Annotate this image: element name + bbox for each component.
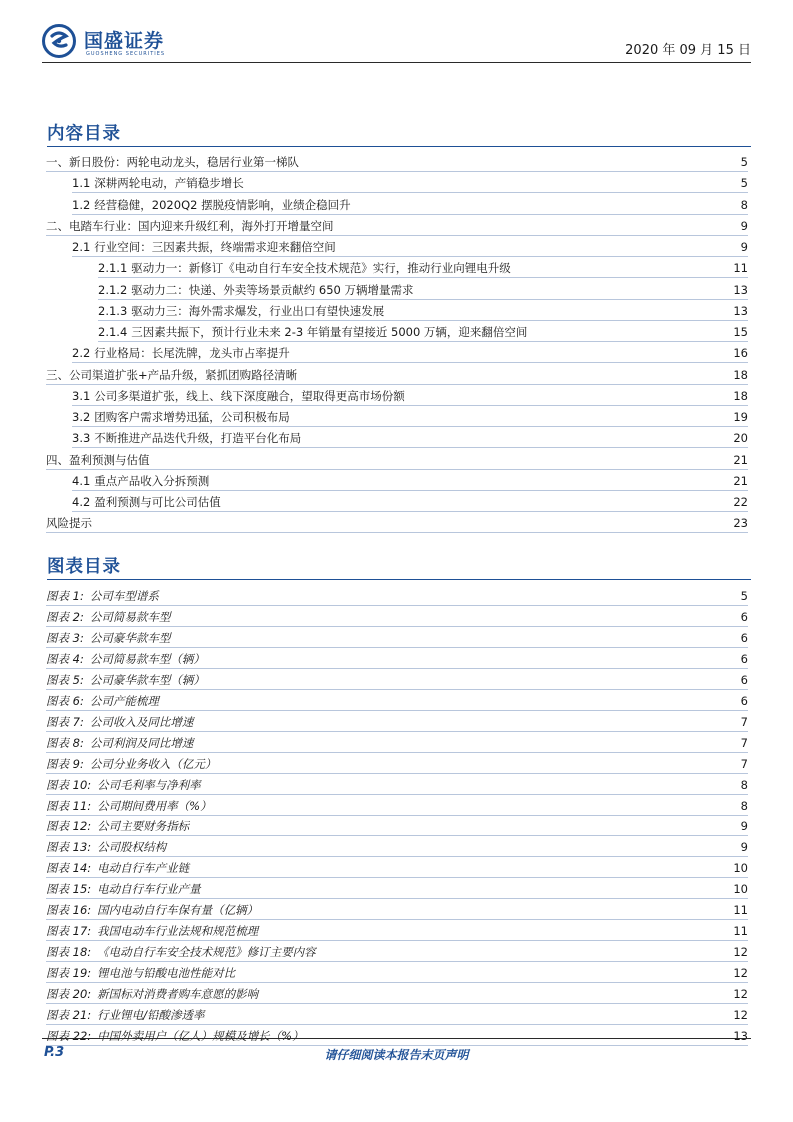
report-date: 2020 年 09 月 15 日: [625, 43, 751, 58]
figure-entry-number: 图表 17:: [46, 924, 92, 939]
figure-entry-page: 10: [733, 861, 748, 876]
figure-entry-number: 图表 14:: [46, 861, 92, 876]
figure-entry[interactable]: [46, 797, 748, 816]
figure-entry-title: 公司豪华款车型: [89, 630, 171, 645]
toc-entry-number: 4.1: [72, 473, 91, 488]
toc-entry-title: 盈利预测与可比公司估值: [94, 495, 221, 509]
figure-entry-title: 公司利润及同比增速: [89, 735, 194, 750]
toc-entry-page: 20: [733, 431, 748, 446]
toc-entry-number: 3.2: [72, 410, 91, 424]
figure-entry-title: 公司毛利率与净利率: [97, 777, 201, 792]
figure-entry-page: 13: [733, 1028, 748, 1043]
figure-entry-page: 12: [733, 1008, 748, 1022]
figure-entry[interactable]: [46, 755, 748, 774]
toc-entry-page: 13: [733, 303, 748, 318]
figure-entry[interactable]: [46, 734, 748, 753]
toc-entry[interactable]: [46, 514, 748, 533]
toc-entry-title: 行业格局：长尾洗牌，龙头市占率提升: [94, 346, 290, 361]
toc-entry[interactable]: [46, 217, 748, 236]
toc-title-divider: [47, 146, 751, 147]
figure-entry-number: 图表 20:: [46, 987, 92, 1002]
footer-disclaimer-note: 请仔细阅读本报告末页声明: [324, 1048, 469, 1062]
page-header: [42, 22, 751, 62]
brand-english-name: GUOSHENG SECURITIES: [86, 51, 166, 57]
figure-entry-number: 图表 16:: [46, 903, 92, 918]
toc-entry[interactable]: [46, 153, 748, 172]
figure-entry[interactable]: [46, 943, 748, 962]
toc-entry[interactable]: [72, 472, 748, 491]
figure-entry-page: 11: [733, 903, 748, 918]
figure-entry[interactable]: [46, 587, 748, 606]
toc-entry-page: 21: [733, 473, 748, 488]
figure-entry-page: 6: [740, 672, 748, 687]
figure-entry-title: 行业锂电/铅酸渗透率: [97, 1008, 205, 1022]
figure-entry-page: 6: [740, 609, 748, 624]
figure-entry-number: 图表 15:: [46, 882, 92, 897]
footer-page-number: P.3: [44, 1045, 65, 1060]
toc-entry-title: 三、公司渠道扩张+产品升级，紧抓团购路径清晰: [46, 367, 298, 382]
figure-entry[interactable]: [46, 608, 748, 627]
figure-entry-title: 电动自行车行业产量: [97, 882, 201, 897]
toc-entry[interactable]: [72, 429, 748, 448]
figure-entry-number: 图表 21:: [46, 1008, 92, 1022]
toc-entry-title: 风险提示: [46, 516, 92, 531]
figure-entry-title: 公司简易款车型（辆）: [89, 651, 205, 666]
guosheng-logo-icon: [42, 24, 76, 58]
toc-entry-title: 公司多渠道扩张，线上、线下深度融合，望取得更高市场份额: [94, 388, 405, 403]
figure-entry-page: 10: [733, 882, 748, 897]
toc-entry[interactable]: [98, 281, 748, 300]
figure-entry[interactable]: [46, 650, 748, 669]
toc-entry[interactable]: [72, 408, 748, 427]
figure-entry-title: 国内电动自行车保有量（亿辆）: [97, 903, 259, 918]
figure-entry[interactable]: [46, 713, 748, 732]
toc-entry-title: 一、新日股份：两轮电动龙头，稳居行业第一梯队: [46, 155, 299, 169]
figure-entry-page: 9: [740, 819, 748, 834]
toc-entry-title: 驱动力一：新修订《电动自行车安全技术规范》实行，推动行业向锂电升级: [131, 261, 511, 276]
figure-entry[interactable]: [46, 859, 748, 878]
figure-entry[interactable]: [46, 985, 748, 1004]
toc-entry-title: 驱动力三：海外需求爆发，行业出口有望快速发展: [131, 303, 385, 318]
toc-entry[interactable]: [72, 387, 748, 406]
toc-entry-page: 19: [733, 410, 748, 424]
figure-entry[interactable]: [46, 964, 748, 983]
toc-entry-number: 2.1: [72, 240, 91, 254]
toc-entry-title: 四、盈利预测与估值: [46, 452, 150, 467]
toc-entry-page: 15: [733, 325, 748, 339]
toc-entry-page: 11: [733, 261, 748, 276]
figure-entry-number: 图表 7:: [46, 714, 84, 729]
toc-entry-number: 2.2: [72, 346, 91, 361]
toc-entry[interactable]: [72, 344, 748, 363]
toc-entry-title: 经营稳健，2020Q2 摆脱疫情影响，业绩企稳回升: [94, 197, 351, 212]
figure-entry[interactable]: [46, 671, 748, 690]
toc-entry-number: 4.2: [72, 495, 91, 509]
figure-entry[interactable]: [46, 1006, 748, 1025]
figure-entry-page: 5: [740, 589, 748, 603]
toc-entry-number: 1.1: [72, 176, 91, 191]
figure-entry-page: 8: [740, 777, 748, 792]
toc-entry-page: 5: [740, 176, 748, 191]
toc-entry-title: 不断推进产品迭代升级，打造平台化布局: [94, 431, 302, 446]
figure-entry-number: 图表 4:: [46, 651, 84, 666]
figure-entry[interactable]: [46, 776, 748, 795]
toc-entry-page: 9: [740, 218, 748, 233]
toc-entry-page: 18: [733, 367, 748, 382]
toc-entry-page: 23: [733, 516, 748, 531]
brand-name: 国盛证券: [84, 30, 165, 52]
figure-entry-page: 12: [733, 987, 748, 1002]
figure-entry-title: 公司收入及同比增速: [89, 714, 194, 729]
toc-entry-page: 16: [733, 346, 748, 361]
figure-entry-title: 公司主要财务指标: [97, 819, 190, 834]
figure-entry-title: 新国标对消费者购车意愿的影响: [97, 987, 259, 1002]
figure-entry-number: 图表 3:: [46, 630, 84, 645]
toc-entry-title: 驱动力二：快递、外卖等场景贡献约 650 万辆增量需求: [131, 282, 414, 297]
page-footer: [42, 1038, 751, 1069]
toc-entry[interactable]: [98, 259, 748, 278]
toc-entry-number: 2.1.4: [98, 325, 128, 339]
figure-entry-page: 11: [733, 924, 748, 939]
figure-entry-number: 图表 2:: [46, 609, 84, 624]
figure-entry-page: 7: [740, 735, 748, 750]
toc-entry[interactable]: [46, 451, 748, 470]
figure-entry-page: 9: [740, 840, 748, 855]
figure-entry-page: 12: [733, 945, 748, 960]
figure-entry-title: 电动自行车产业链: [97, 861, 190, 876]
toc-entry[interactable]: [98, 302, 748, 321]
figure-entry-page: 12: [733, 966, 748, 981]
figures-title: 图表目录: [47, 557, 121, 577]
toc-entry[interactable]: [46, 366, 748, 385]
figures-title-divider: [47, 579, 751, 580]
toc-entry[interactable]: [98, 323, 748, 342]
figure-entry[interactable]: [46, 922, 748, 941]
toc-entry-number: 3.1: [72, 388, 91, 403]
figure-entry-number: 图表 11:: [46, 798, 92, 813]
figure-entry-title: 公司分业务收入（亿元）: [89, 756, 217, 771]
toc-title: 内容目录: [47, 124, 121, 144]
figure-entry-number: 图表 18:: [46, 945, 92, 960]
figure-entry-title: 公司股权结构: [97, 840, 167, 855]
figure-entry[interactable]: [46, 817, 748, 836]
figure-entry-page: 6: [740, 651, 748, 666]
toc-entry[interactable]: [72, 493, 748, 512]
toc-entry-page: 22: [733, 495, 748, 509]
toc-entry-page: 18: [733, 388, 748, 403]
figure-entry-title: 公司车型谱系: [89, 589, 159, 603]
figure-entry-title: 《电动自行车安全技术规范》修订主要内容: [97, 945, 316, 960]
toc-entry-number: 2.1.3: [98, 303, 128, 318]
figure-entry-title: 公司豪华款车型（辆）: [89, 672, 205, 687]
toc-entry-number: 2.1.1: [98, 261, 128, 276]
figure-entry[interactable]: [46, 629, 748, 648]
figure-entry-page: 7: [740, 714, 748, 729]
toc-entry-page: 8: [740, 197, 748, 212]
figure-entry-page: 8: [740, 798, 748, 813]
toc-entry-page: 5: [740, 155, 748, 169]
figure-entry[interactable]: [46, 880, 748, 899]
figure-entry-number: 图表 22:: [46, 1028, 92, 1043]
figure-entry-number: 图表 5:: [46, 672, 84, 687]
figure-entry-page: 7: [740, 756, 748, 771]
toc-entry-page: 21: [733, 452, 748, 467]
figure-entry-number: 图表 13:: [46, 840, 92, 855]
figure-entry[interactable]: [46, 901, 748, 920]
figure-entry[interactable]: [46, 838, 748, 857]
toc-entry[interactable]: [72, 238, 748, 257]
figure-entry-title: 我国电动车行业法规和规范梳理: [97, 924, 259, 939]
toc-entry[interactable]: [72, 174, 748, 193]
figure-entry-number: 图表 6:: [46, 693, 84, 708]
figure-entry-number: 图表 10:: [46, 777, 92, 792]
figure-entry-title: 中国外卖用户（亿人）规模及增长（%）: [97, 1028, 304, 1043]
toc-entry-title: 深耕两轮电动，产销稳步增长: [94, 176, 244, 191]
figure-entry[interactable]: [46, 692, 748, 711]
toc-entry-title: 三因素共振下，预计行业未来 2-3 年销量有望接近 5000 万辆，迎来翻倍空间: [131, 325, 528, 339]
figure-entry-page: 6: [740, 693, 748, 708]
figure-entry-number: 图表 12:: [46, 819, 92, 834]
figure-entry-number: 图表 1:: [46, 589, 84, 603]
figure-entry-number: 图表 8:: [46, 735, 84, 750]
toc-entry[interactable]: [72, 196, 748, 215]
figure-entry-title: 公司简易款车型: [89, 609, 171, 624]
figure-entry-number: 图表 9:: [46, 756, 84, 771]
figure-entry-number: 图表 19:: [46, 966, 92, 981]
header-divider: [42, 62, 751, 63]
toc-entry-title: 二、电踏车行业：国内迎来升级红利，海外打开增量空间: [46, 218, 334, 233]
figure-entry-page: 6: [740, 630, 748, 645]
figure-entry-title: 公司期间费用率（%）: [97, 798, 212, 813]
toc-entry-title: 团购客户需求增势迅猛，公司积极布局: [94, 410, 290, 424]
toc-entry-number: 2.1.2: [98, 282, 128, 297]
toc-entry-page: 9: [740, 240, 748, 254]
toc-entry-number: 3.3: [72, 431, 91, 446]
toc-entry-number: 1.2: [72, 197, 91, 212]
toc-entry-title: 重点产品收入分拆预测: [94, 473, 210, 488]
figure-entry-title: 锂电池与铅酸电池性能对比: [97, 966, 236, 981]
toc-entry-title: 行业空间：三因素共振，终端需求迎来翻倍空间: [94, 240, 336, 254]
toc-entry-page: 13: [733, 282, 748, 297]
figure-entry-title: 公司产能梳理: [89, 693, 159, 708]
